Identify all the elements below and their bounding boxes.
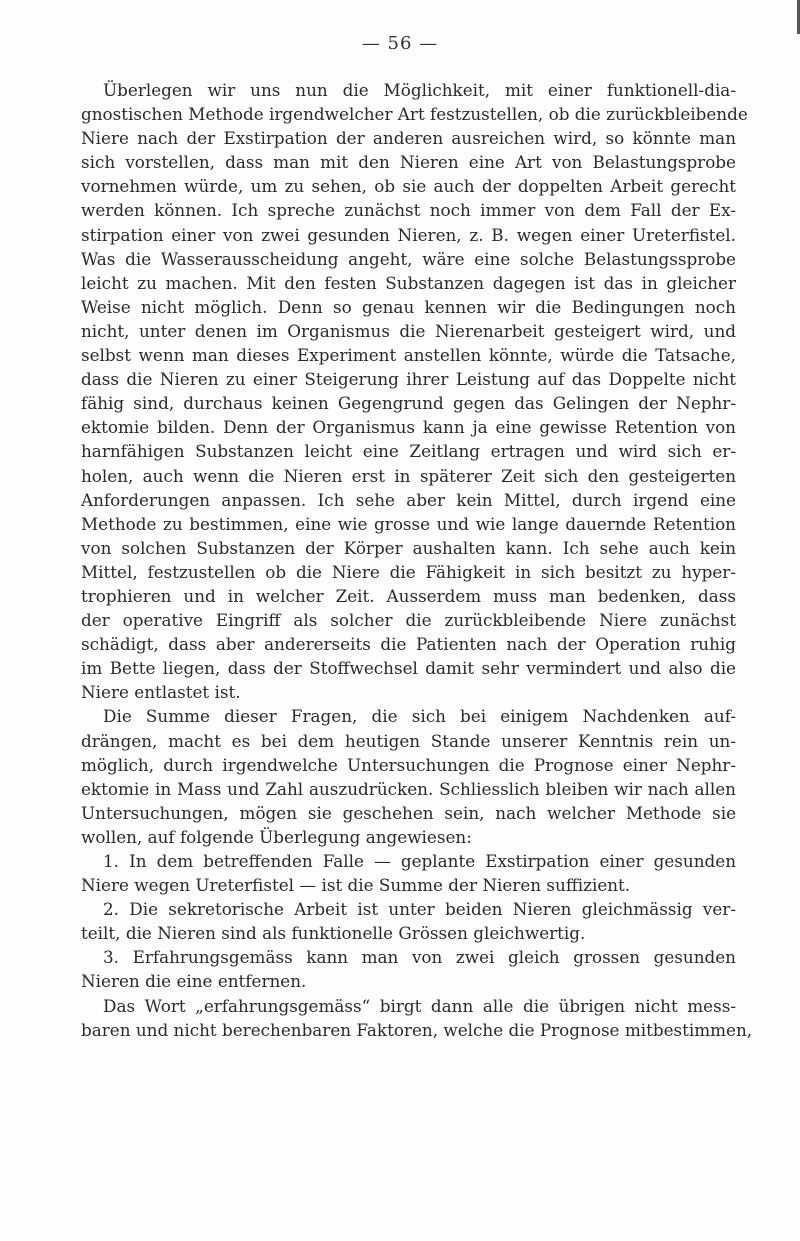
- text-line: baren und nicht berechenbaren Faktoren, welche die Prognose mitbestimmen,: [81, 1019, 753, 1040]
- list-item-3: [81, 945, 736, 993]
- text-line: Anforderungen anpassen. Ich sehe aber kein Mittel, durch irgend eine: [81, 489, 736, 510]
- text-line: möglich, durch irgendwelche Untersuchungen die Prognose einer Nephr-: [81, 754, 736, 775]
- text-line: Methode zu bestimmen, eine wie grosse und wie lange dauernde Retention: [81, 513, 736, 534]
- text-line: Nieren die eine entfernen.: [81, 971, 307, 992]
- text-line: 2. Die sekretorische Arbeit ist unter beiden Nieren gleichmässig ver-: [103, 899, 736, 920]
- text-line: 3. Erfahrungsgemäss kann man von zwei gleich grossen gesunden: [103, 947, 736, 968]
- text-line: harnfähigen Substanzen leicht eine Zeitlang ertragen und wird sich er-: [81, 441, 736, 462]
- text-line: Überlegen wir uns nun die Möglichkeit, mit einer funktionell-dia-: [103, 80, 736, 100]
- text-line: Niere nach der Exstirpation der anderen ausreichen wird, so könnte man: [81, 128, 736, 149]
- text-line: der operative Eingriff als solcher die zurückbleibende Niere zunächst: [81, 610, 736, 631]
- paragraph-2: [81, 704, 736, 849]
- text-line: drängen, macht es bei dem heutigen Stande unserer Kenntnis rein un-: [81, 730, 736, 751]
- list-item-1: [81, 849, 736, 897]
- text-line: Was die Wasserausscheidung angeht, wäre eine solche Belastungssprobe: [81, 248, 736, 269]
- text-line: teilt, die Nieren sind als funktionelle Grössen gleichwertig.: [81, 923, 586, 944]
- text-line: ektomie bilden. Denn der Organismus kann ja eine gewisse Retention von: [81, 417, 736, 438]
- text-line: trophieren und in welcher Zeit. Ausserdem muss man bedenken, dass: [81, 585, 736, 606]
- page-number: — 56 —: [361, 33, 439, 54]
- text-line: Untersuchungen, mögen sie geschehen sein, nach welcher Methode sie: [81, 802, 736, 823]
- text-line: werden können. Ich spreche zunächst noch immer von dem Fall der Ex-: [81, 200, 736, 221]
- paragraph-1: [81, 78, 748, 704]
- text-line: Mittel, festzustellen ob die Niere die Fähigkeit in sich besitzt zu hyper-: [81, 561, 736, 582]
- text-line: gnostischen Methode irgendwelcher Art festzustellen, ob die zurückbleibende: [81, 104, 748, 125]
- text-line: schädigt, dass aber andererseits die Patienten nach der Operation ruhig: [81, 634, 736, 655]
- text-line: dass die Nieren zu einer Steigerung ihrer Leistung auf das Doppelte nicht: [81, 369, 736, 390]
- text-line: stirpation einer von zwei gesunden Nieren, z. B. wegen einer Ureterfistel.: [81, 224, 736, 245]
- text-line: ektomie in Mass und Zahl auszudrücken. Schliesslich bleiben wir nach allen: [81, 778, 736, 799]
- text-line: wollen, auf folgende Überlegung angewiesen:: [81, 826, 472, 847]
- text-line: nicht, unter denen im Organismus die Nierenarbeit gesteigert wird, und: [81, 320, 736, 341]
- paragraph-final: [81, 994, 753, 1042]
- text-line: selbst wenn man dieses Experiment anstellen könnte, würde die Tatsache,: [81, 345, 736, 366]
- text-line: holen, auch wenn die Nieren erst in späterer Zeit sich den gesteigerten: [81, 465, 736, 486]
- text-line: im Bette liegen, dass der Stoffwechsel damit sehr vermindert und also die: [81, 658, 736, 679]
- text-line: Die Summe dieser Fragen, die sich bei einigem Nachdenken auf-: [103, 706, 736, 727]
- text-line: fähig sind, durchaus keinen Gegengrund gegen das Gelingen der Nephr-: [81, 393, 736, 414]
- body-text: [81, 78, 753, 1042]
- text-line: vornehmen würde, um zu sehen, ob sie auch der doppelten Arbeit gerecht: [81, 176, 736, 197]
- list-item-2: [81, 897, 736, 945]
- text-line: Niere entlastet ist.: [81, 682, 241, 703]
- text-line: sich vorstellen, dass man mit den Nieren eine Art von Belastungsprobe: [81, 152, 736, 173]
- text-line: Niere wegen Ureterfistel — ist die Summe der Nieren suffizient.: [81, 875, 631, 896]
- text-line: Das Wort „erfahrungsgemäss“ birgt dann alle die übrigen nicht mess-: [103, 995, 736, 1016]
- text-line: von solchen Substanzen der Körper aushalten kann. Ich sehe auch kein: [81, 537, 736, 558]
- text-line: leicht zu machen. Mit den festen Substanzen dagegen ist das in gleicher: [81, 272, 736, 293]
- text-line: 1. In dem betreffenden Falle — geplante Exstirpation einer gesunden: [103, 851, 736, 871]
- text-line: Weise nicht möglich. Denn so genau kennen wir die Bedingungen noch: [81, 296, 736, 317]
